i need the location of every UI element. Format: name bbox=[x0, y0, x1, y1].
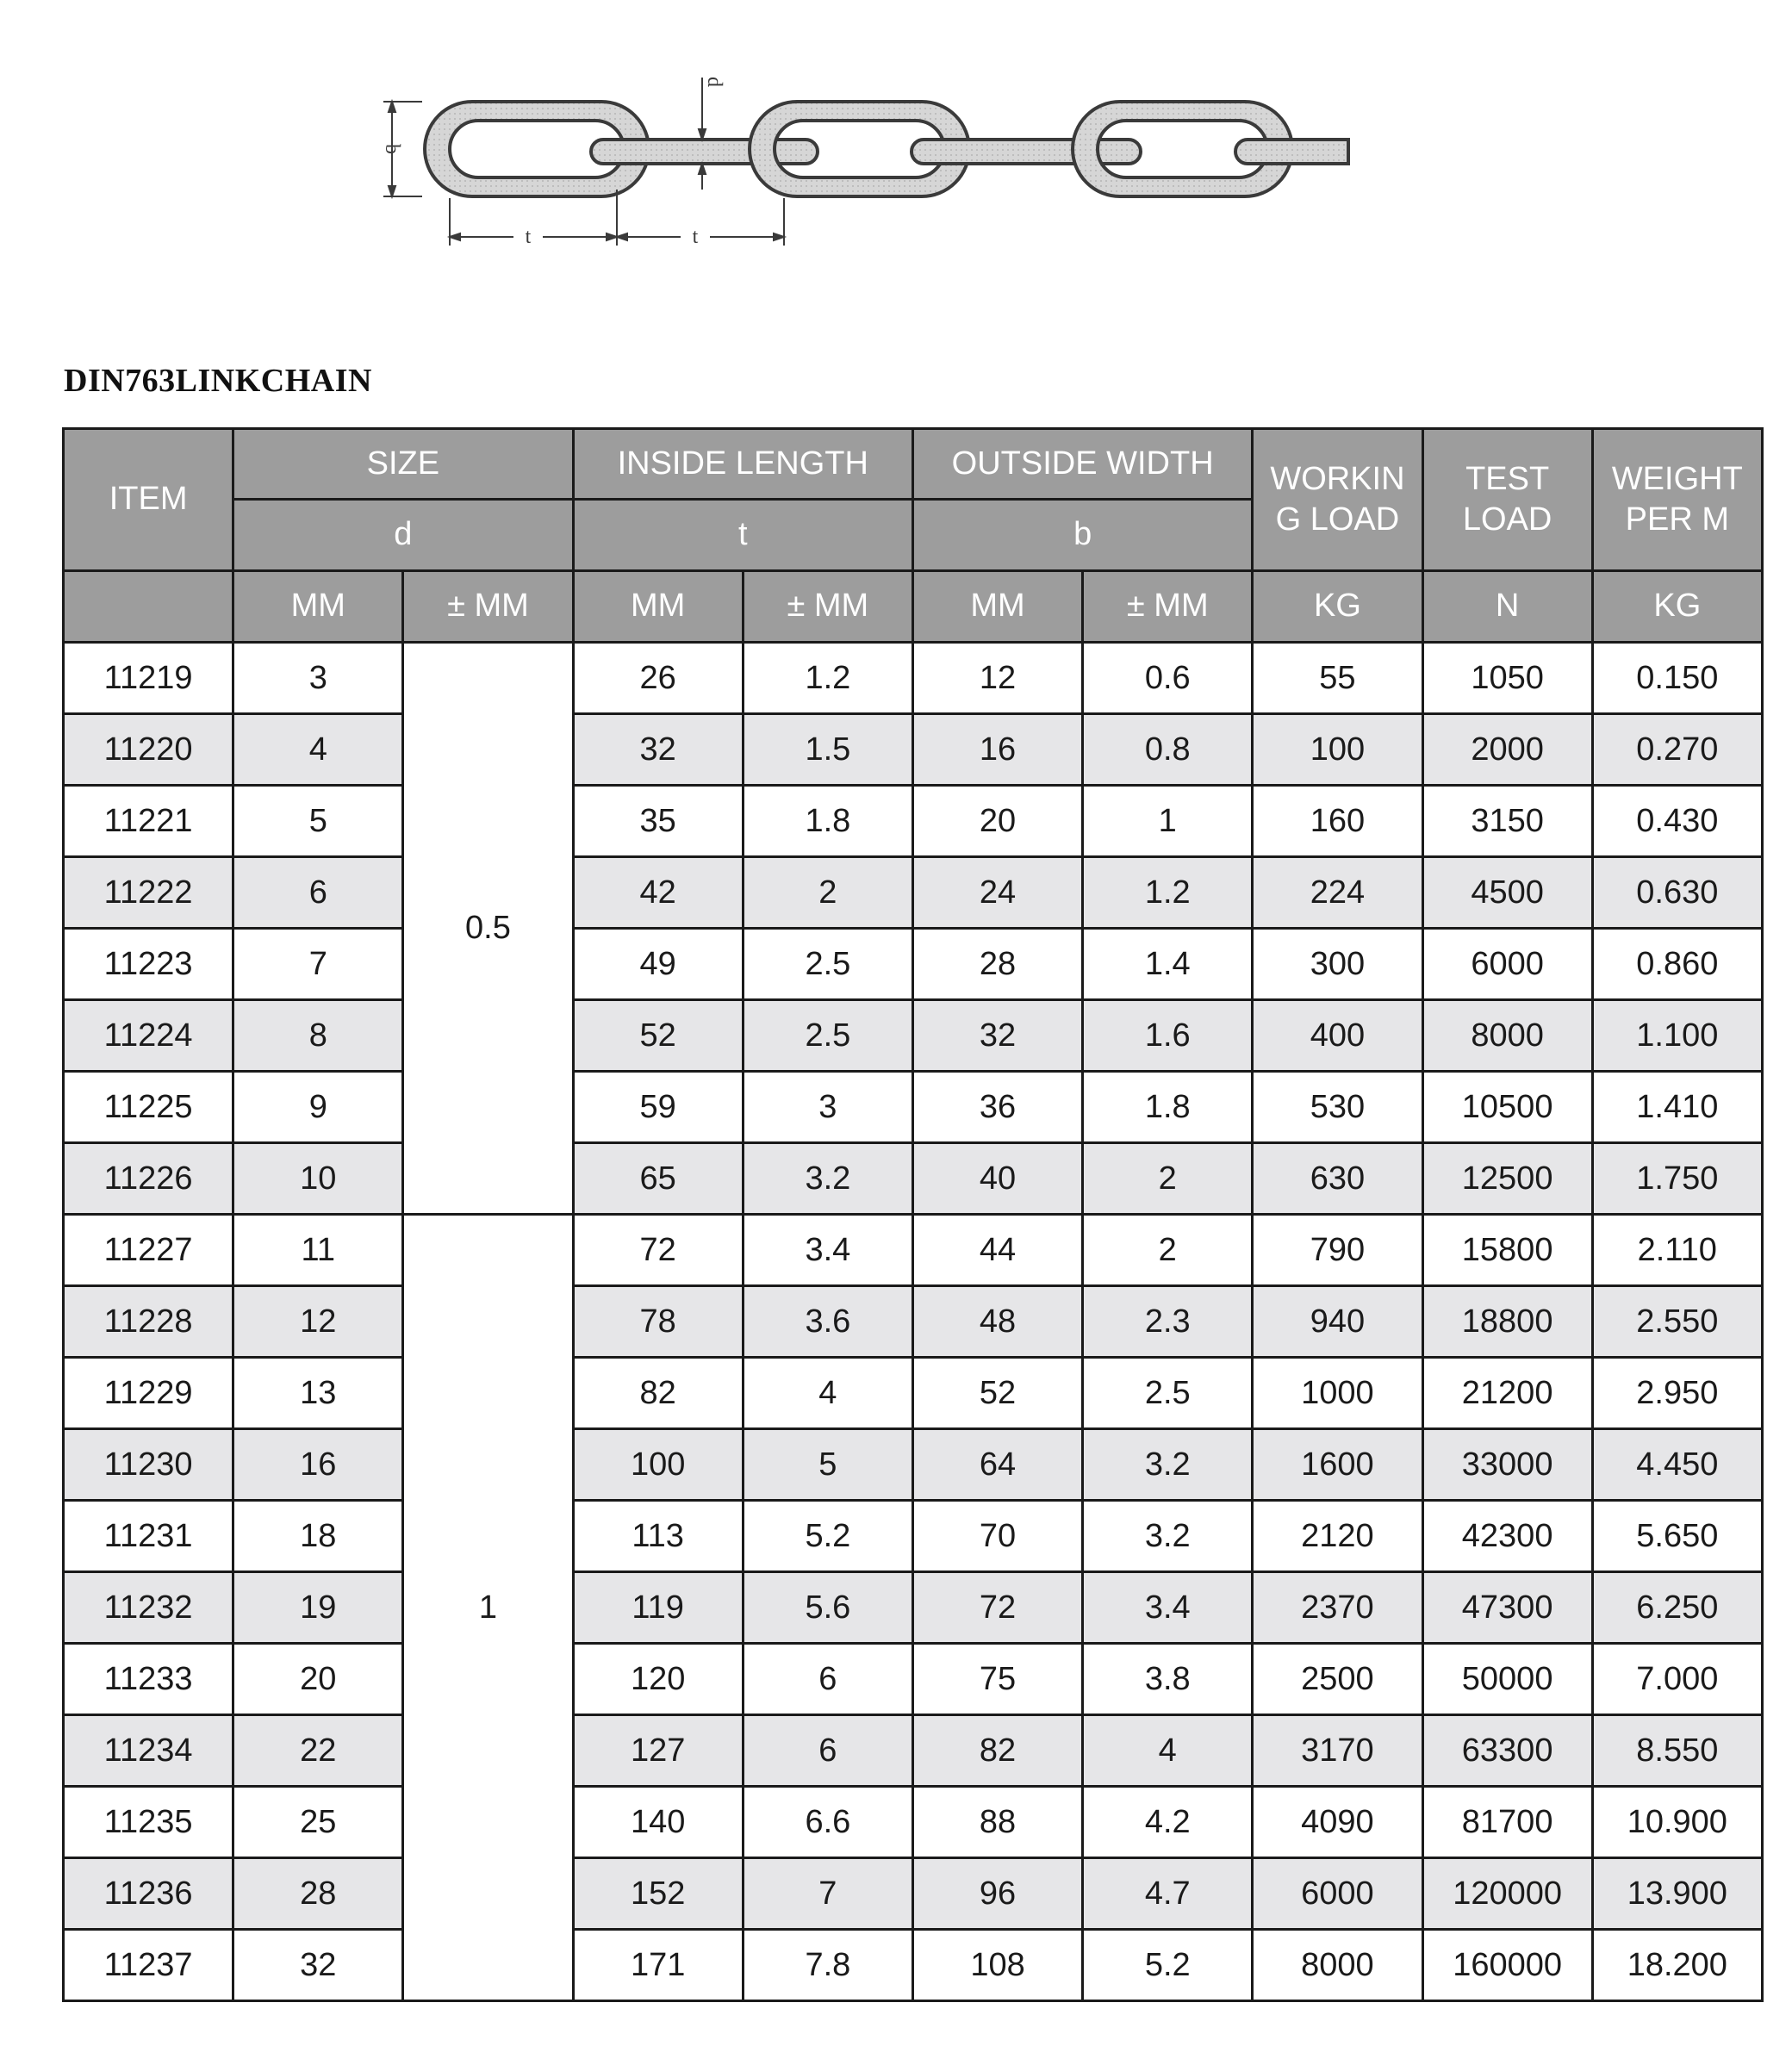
table-row bbox=[64, 1358, 1763, 1429]
cell-item: 11225 bbox=[64, 1072, 233, 1143]
cell-working-load: 1000 bbox=[1253, 1358, 1422, 1429]
cell-weight: 0.860 bbox=[1592, 929, 1762, 1000]
cell-weight: 6.250 bbox=[1592, 1572, 1762, 1644]
cell-inside-length-tol: 1.5 bbox=[743, 714, 912, 786]
cell-weight: 0.150 bbox=[1592, 643, 1762, 714]
cell-test-load: 21200 bbox=[1422, 1358, 1592, 1429]
cell-inside-length-tol: 2.5 bbox=[743, 929, 912, 1000]
cell-size-mm: 20 bbox=[233, 1644, 403, 1715]
cell-inside-length-mm: 72 bbox=[573, 1215, 743, 1286]
cell-size-tolerance: 1 bbox=[403, 1215, 573, 2001]
cell-size-tolerance: 0.5 bbox=[403, 643, 573, 1215]
cell-item: 11227 bbox=[64, 1215, 233, 1286]
cell-outside-width-tol: 2.3 bbox=[1083, 1286, 1253, 1358]
cell-size-mm: 28 bbox=[233, 1858, 403, 1930]
cell-size-mm: 16 bbox=[233, 1429, 403, 1501]
cell-outside-width-tol: 2.5 bbox=[1083, 1358, 1253, 1429]
cell-working-load: 4090 bbox=[1253, 1787, 1422, 1858]
cell-size-mm: 22 bbox=[233, 1715, 403, 1787]
cell-outside-width-tol: 5.2 bbox=[1083, 1930, 1253, 2001]
cell-outside-width-tol: 0.6 bbox=[1083, 643, 1253, 714]
link-chain-spec-table bbox=[62, 427, 1764, 2002]
cell-working-load: 224 bbox=[1253, 857, 1422, 929]
cell-test-load: 42300 bbox=[1422, 1501, 1592, 1572]
table-row bbox=[64, 1143, 1763, 1215]
cell-test-load: 3150 bbox=[1422, 786, 1592, 857]
header-unit: N bbox=[1422, 571, 1592, 643]
cell-inside-length-tol: 5.2 bbox=[743, 1501, 912, 1572]
cell-size-mm: 5 bbox=[233, 786, 403, 857]
cell-outside-width-tol: 2 bbox=[1083, 1143, 1253, 1215]
cell-size-mm: 19 bbox=[233, 1572, 403, 1644]
header-unit: KG bbox=[1592, 571, 1762, 643]
cell-inside-length-tol: 6 bbox=[743, 1644, 912, 1715]
header-unit: ± MM bbox=[1083, 571, 1253, 643]
table-row bbox=[64, 1501, 1763, 1572]
cell-item: 11230 bbox=[64, 1429, 233, 1501]
cell-item: 11233 bbox=[64, 1644, 233, 1715]
cell-working-load: 100 bbox=[1253, 714, 1422, 786]
cell-weight: 0.430 bbox=[1592, 786, 1762, 857]
table-row bbox=[64, 1429, 1763, 1501]
cell-test-load: 6000 bbox=[1422, 929, 1592, 1000]
document-title: DIN763LINKCHAIN bbox=[64, 363, 372, 399]
table-row bbox=[64, 1072, 1763, 1143]
cell-outside-width-mm: 28 bbox=[912, 929, 1082, 1000]
table-row bbox=[64, 857, 1763, 929]
cell-outside-width-mm: 70 bbox=[912, 1501, 1082, 1572]
cell-outside-width-tol: 1 bbox=[1083, 786, 1253, 857]
cell-weight: 10.900 bbox=[1592, 1787, 1762, 1858]
cell-working-load: 3170 bbox=[1253, 1715, 1422, 1787]
cell-inside-length-mm: 119 bbox=[573, 1572, 743, 1644]
dim-label-b: b bbox=[381, 144, 403, 154]
cell-weight: 18.200 bbox=[1592, 1930, 1762, 2001]
cell-weight: 8.550 bbox=[1592, 1715, 1762, 1787]
cell-inside-length-mm: 100 bbox=[573, 1429, 743, 1501]
cell-outside-width-tol: 3.2 bbox=[1083, 1429, 1253, 1501]
cell-working-load: 2370 bbox=[1253, 1572, 1422, 1644]
chain-link bbox=[591, 140, 818, 164]
cell-inside-length-mm: 42 bbox=[573, 857, 743, 929]
cell-item: 11232 bbox=[64, 1572, 233, 1644]
cell-test-load: 18800 bbox=[1422, 1286, 1592, 1358]
cell-inside-length-tol: 3.2 bbox=[743, 1143, 912, 1215]
cell-weight: 5.650 bbox=[1592, 1501, 1762, 1572]
cell-weight: 4.450 bbox=[1592, 1429, 1762, 1501]
header-spacer bbox=[64, 571, 233, 643]
header-outside-width-symbol: b bbox=[912, 500, 1252, 571]
cell-item: 11219 bbox=[64, 643, 233, 714]
header-weight: WEIGHT PER M bbox=[1592, 429, 1762, 571]
table-row bbox=[64, 714, 1763, 786]
cell-item: 11235 bbox=[64, 1787, 233, 1858]
table-row bbox=[64, 1715, 1763, 1787]
cell-outside-width-tol: 1.2 bbox=[1083, 857, 1253, 929]
cell-outside-width-mm: 75 bbox=[912, 1644, 1082, 1715]
cell-outside-width-mm: 88 bbox=[912, 1787, 1082, 1858]
table-row bbox=[64, 643, 1763, 714]
header-unit: ± MM bbox=[743, 571, 912, 643]
chain-link bbox=[912, 140, 1141, 164]
cell-inside-length-mm: 26 bbox=[573, 643, 743, 714]
cell-inside-length-mm: 171 bbox=[573, 1930, 743, 2001]
cell-weight: 0.630 bbox=[1592, 857, 1762, 929]
cell-item: 11221 bbox=[64, 786, 233, 857]
cell-test-load: 63300 bbox=[1422, 1715, 1592, 1787]
cell-outside-width-mm: 72 bbox=[912, 1572, 1082, 1644]
cell-test-load: 33000 bbox=[1422, 1429, 1592, 1501]
cell-outside-width-mm: 64 bbox=[912, 1429, 1082, 1501]
cell-test-load: 12500 bbox=[1422, 1143, 1592, 1215]
cell-outside-width-tol: 3.4 bbox=[1083, 1572, 1253, 1644]
cell-test-load: 10500 bbox=[1422, 1072, 1592, 1143]
header-size: SIZE bbox=[233, 429, 573, 500]
cell-working-load: 2500 bbox=[1253, 1644, 1422, 1715]
cell-working-load: 530 bbox=[1253, 1072, 1422, 1143]
cell-outside-width-mm: 16 bbox=[912, 714, 1082, 786]
cell-outside-width-tol: 1.8 bbox=[1083, 1072, 1253, 1143]
header-unit: KG bbox=[1253, 571, 1422, 643]
cell-test-load: 8000 bbox=[1422, 1000, 1592, 1072]
header-unit: MM bbox=[233, 571, 403, 643]
cell-inside-length-mm: 65 bbox=[573, 1143, 743, 1215]
cell-working-load: 790 bbox=[1253, 1215, 1422, 1286]
cell-inside-length-tol: 1.2 bbox=[743, 643, 912, 714]
table-row bbox=[64, 929, 1763, 1000]
cell-working-load: 160 bbox=[1253, 786, 1422, 857]
dim-label-t: t bbox=[692, 226, 699, 248]
cell-inside-length-tol: 5.6 bbox=[743, 1572, 912, 1644]
cell-outside-width-mm: 82 bbox=[912, 1715, 1082, 1787]
cell-working-load: 1600 bbox=[1253, 1429, 1422, 1501]
cell-weight: 13.900 bbox=[1592, 1858, 1762, 1930]
table-row bbox=[64, 1572, 1763, 1644]
cell-working-load: 6000 bbox=[1253, 1858, 1422, 1930]
cell-outside-width-mm: 36 bbox=[912, 1072, 1082, 1143]
cell-item: 11234 bbox=[64, 1715, 233, 1787]
cell-outside-width-tol: 2 bbox=[1083, 1215, 1253, 1286]
cell-weight: 1.750 bbox=[1592, 1143, 1762, 1215]
table-row bbox=[64, 1000, 1763, 1072]
cell-inside-length-mm: 152 bbox=[573, 1858, 743, 1930]
cell-working-load: 2120 bbox=[1253, 1501, 1422, 1572]
cell-size-mm: 18 bbox=[233, 1501, 403, 1572]
cell-test-load: 81700 bbox=[1422, 1787, 1592, 1858]
cell-test-load: 1050 bbox=[1422, 643, 1592, 714]
cell-outside-width-mm: 108 bbox=[912, 1930, 1082, 2001]
cell-size-mm: 25 bbox=[233, 1787, 403, 1858]
cell-size-mm: 13 bbox=[233, 1358, 403, 1429]
cell-item: 11236 bbox=[64, 1858, 233, 1930]
header-unit: ± MM bbox=[403, 571, 573, 643]
cell-inside-length-mm: 120 bbox=[573, 1644, 743, 1715]
table-row bbox=[64, 1215, 1763, 1286]
cell-inside-length-mm: 78 bbox=[573, 1286, 743, 1358]
header-inside-length: INSIDE LENGTH bbox=[573, 429, 912, 500]
cell-size-mm: 8 bbox=[233, 1000, 403, 1072]
cell-outside-width-tol: 1.6 bbox=[1083, 1000, 1253, 1072]
header-inside-length-symbol: t bbox=[573, 500, 912, 571]
cell-item: 11220 bbox=[64, 714, 233, 786]
cell-inside-length-tol: 2 bbox=[743, 857, 912, 929]
cell-inside-length-mm: 82 bbox=[573, 1358, 743, 1429]
cell-outside-width-mm: 20 bbox=[912, 786, 1082, 857]
cell-item: 11223 bbox=[64, 929, 233, 1000]
cell-inside-length-tol: 3.6 bbox=[743, 1286, 912, 1358]
cell-inside-length-mm: 113 bbox=[573, 1501, 743, 1572]
cell-working-load: 630 bbox=[1253, 1143, 1422, 1215]
cell-working-load: 400 bbox=[1253, 1000, 1422, 1072]
cell-item: 11222 bbox=[64, 857, 233, 929]
cell-size-mm: 12 bbox=[233, 1286, 403, 1358]
cell-inside-length-tol: 7.8 bbox=[743, 1930, 912, 2001]
cell-working-load: 8000 bbox=[1253, 1930, 1422, 2001]
cell-weight: 7.000 bbox=[1592, 1644, 1762, 1715]
header-working-load: WORKIN G LOAD bbox=[1253, 429, 1422, 571]
cell-outside-width-mm: 48 bbox=[912, 1286, 1082, 1358]
cell-test-load: 2000 bbox=[1422, 714, 1592, 786]
cell-working-load: 300 bbox=[1253, 929, 1422, 1000]
cell-test-load: 15800 bbox=[1422, 1215, 1592, 1286]
cell-item: 11229 bbox=[64, 1358, 233, 1429]
cell-inside-length-mm: 59 bbox=[573, 1072, 743, 1143]
header-test-load: TEST LOAD bbox=[1422, 429, 1592, 571]
cell-test-load: 4500 bbox=[1422, 857, 1592, 929]
cell-inside-length-tol: 6.6 bbox=[743, 1787, 912, 1858]
cell-inside-length-tol: 7 bbox=[743, 1858, 912, 1930]
cell-outside-width-tol: 3.2 bbox=[1083, 1501, 1253, 1572]
cell-inside-length-mm: 140 bbox=[573, 1787, 743, 1858]
cell-inside-length-mm: 49 bbox=[573, 929, 743, 1000]
header-unit: MM bbox=[573, 571, 743, 643]
dim-label-d: d bbox=[703, 77, 725, 87]
cell-inside-length-tol: 2.5 bbox=[743, 1000, 912, 1072]
cell-inside-length-mm: 52 bbox=[573, 1000, 743, 1072]
cell-outside-width-tol: 4.2 bbox=[1083, 1787, 1253, 1858]
dim-label-t: t bbox=[525, 226, 532, 248]
cell-size-mm: 7 bbox=[233, 929, 403, 1000]
cell-weight: 1.410 bbox=[1592, 1072, 1762, 1143]
cell-item: 11224 bbox=[64, 1000, 233, 1072]
cell-inside-length-mm: 35 bbox=[573, 786, 743, 857]
header-unit: MM bbox=[912, 571, 1082, 643]
cell-outside-width-mm: 52 bbox=[912, 1358, 1082, 1429]
cell-size-mm: 32 bbox=[233, 1930, 403, 2001]
cell-working-load: 55 bbox=[1253, 643, 1422, 714]
cell-size-mm: 4 bbox=[233, 714, 403, 786]
cell-working-load: 940 bbox=[1253, 1286, 1422, 1358]
cell-inside-length-mm: 127 bbox=[573, 1715, 743, 1787]
table-row bbox=[64, 1286, 1763, 1358]
table-row bbox=[64, 786, 1763, 857]
cell-item: 11226 bbox=[64, 1143, 233, 1215]
header-item: ITEM bbox=[64, 429, 233, 571]
cell-outside-width-mm: 40 bbox=[912, 1143, 1082, 1215]
cell-weight: 2.950 bbox=[1592, 1358, 1762, 1429]
header-size-symbol: d bbox=[233, 500, 573, 571]
header-outside-width: OUTSIDE WIDTH bbox=[912, 429, 1252, 500]
cell-inside-length-mm: 32 bbox=[573, 714, 743, 786]
cell-weight: 2.110 bbox=[1592, 1215, 1762, 1286]
cell-size-mm: 9 bbox=[233, 1072, 403, 1143]
cell-test-load: 47300 bbox=[1422, 1572, 1592, 1644]
cell-weight: 0.270 bbox=[1592, 714, 1762, 786]
cell-outside-width-tol: 3.8 bbox=[1083, 1644, 1253, 1715]
cell-outside-width-mm: 32 bbox=[912, 1000, 1082, 1072]
chain-link bbox=[1235, 140, 1348, 164]
table-row bbox=[64, 1787, 1763, 1858]
cell-weight: 1.100 bbox=[1592, 1000, 1762, 1072]
cell-outside-width-tol: 4.7 bbox=[1083, 1858, 1253, 1930]
cell-test-load: 120000 bbox=[1422, 1858, 1592, 1930]
cell-weight: 2.550 bbox=[1592, 1286, 1762, 1358]
cell-inside-length-tol: 4 bbox=[743, 1358, 912, 1429]
cell-inside-length-tol: 3.4 bbox=[743, 1215, 912, 1286]
cell-outside-width-tol: 1.4 bbox=[1083, 929, 1253, 1000]
cell-test-load: 50000 bbox=[1422, 1644, 1592, 1715]
cell-outside-width-tol: 4 bbox=[1083, 1715, 1253, 1787]
cell-outside-width-mm: 24 bbox=[912, 857, 1082, 929]
cell-test-load: 160000 bbox=[1422, 1930, 1592, 2001]
table-row bbox=[64, 1858, 1763, 1930]
cell-outside-width-mm: 96 bbox=[912, 1858, 1082, 1930]
cell-outside-width-mm: 44 bbox=[912, 1215, 1082, 1286]
table-row bbox=[64, 1930, 1763, 2001]
cell-inside-length-tol: 6 bbox=[743, 1715, 912, 1787]
cell-inside-length-tol: 1.8 bbox=[743, 786, 912, 857]
cell-item: 11228 bbox=[64, 1286, 233, 1358]
cell-inside-length-tol: 3 bbox=[743, 1072, 912, 1143]
chain-link-diagram bbox=[370, 60, 1378, 267]
cell-outside-width-mm: 12 bbox=[912, 643, 1082, 714]
cell-item: 11231 bbox=[64, 1501, 233, 1572]
table-row bbox=[64, 1644, 1763, 1715]
cell-size-mm: 10 bbox=[233, 1143, 403, 1215]
cell-outside-width-tol: 0.8 bbox=[1083, 714, 1253, 786]
cell-size-mm: 6 bbox=[233, 857, 403, 929]
cell-size-mm: 11 bbox=[233, 1215, 403, 1286]
cell-item: 11237 bbox=[64, 1930, 233, 2001]
cell-inside-length-tol: 5 bbox=[743, 1429, 912, 1501]
cell-size-mm: 3 bbox=[233, 643, 403, 714]
